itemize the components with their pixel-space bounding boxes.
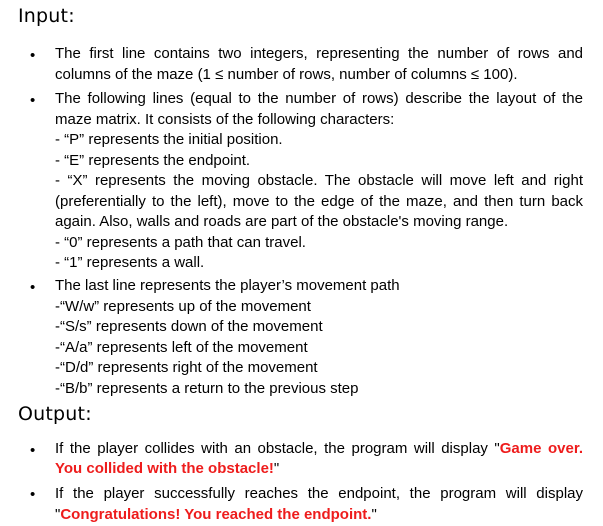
bullet-marker: • [30,486,36,503]
closing-quote: " [371,506,377,523]
closing-quote: " [273,460,280,477]
char-0-description: - “0” represents a path that can travel. [55,233,306,251]
text-line: (preferentially to the left), move to the edge of the maze, and then turn back [55,192,583,210]
output-bullet-success [55,483,583,525]
congratulations-message: Congratulations! You reached the endpoint. [60,506,372,523]
text-line [55,439,583,459]
input-bullet-maze-layout [55,89,583,274]
char-p-description: - “P” represents the initial position. [55,131,283,148]
move-s-description: -“S/s” represents down of the movement [55,318,323,335]
bullet-marker: • [30,442,36,459]
opening-quote: " [55,506,61,523]
text-line: again. Also, walls and roads are part of the obstacle's moving range. [55,213,509,230]
bullet-marker: • [30,279,36,296]
text-line: The first line contains two integers, representing the number of rows and [55,45,583,62]
collision-text: If the player collides with an obstacle, the program will display " [55,440,500,457]
text-line [55,504,583,525]
bullet-marker: • [30,47,36,64]
move-b-description: -“B/b” represents a return to the previous step [55,379,359,397]
output-bullet-collision [55,439,583,479]
bullet-marker: • [30,92,36,109]
move-w-description: -“W/w” represents up of the movement [55,297,311,315]
input-bullet-rows-columns [55,44,583,85]
collided-message: You collided with the obstacle! [55,460,274,477]
move-a-description: -“A/a” represents left of the movement [55,338,308,356]
move-d-description: -“D/d” represents right of the movement [55,359,318,376]
input-heading: Input: [18,5,75,27]
input-bullet-movement-path [55,276,583,399]
text-line: If the player successfully reaches the endpoint, the program will display [55,485,583,502]
output-heading: Output: [18,403,92,425]
text-line: maze matrix. It consists of the following characters: [55,110,395,128]
text-line: columns of the maze (1 ≤ number of rows, number of columns ≤ 100). [55,65,518,83]
text-line: The last line represents the player’s movement path [55,277,400,294]
text-line [55,459,583,479]
char-x-description: - “X” represents the moving obstacle. The obstacle will move left and right [55,172,583,189]
text-line: The following lines (equal to the number of rows) describe the layout of the [55,90,583,107]
game-over-message: Game over. [499,440,584,457]
char-e-description: - “E” represents the endpoint. [55,151,251,169]
char-1-description: - “1” represents a wall. [55,254,205,271]
